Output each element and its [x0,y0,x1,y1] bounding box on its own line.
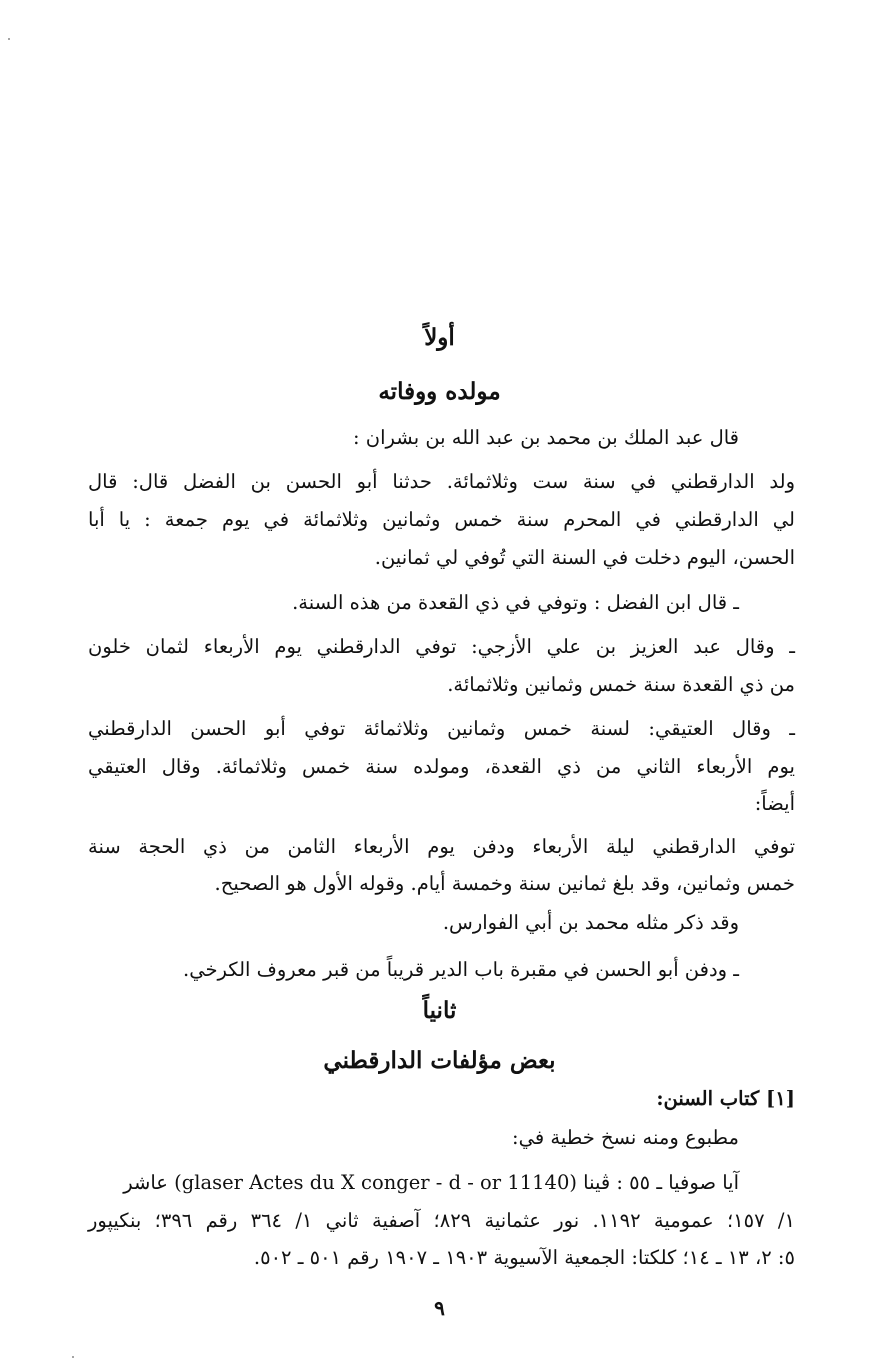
section-heading-second: ثانياً [422,997,457,1024]
paragraph-line: ـ وقال عبد العزيز بن علي الأزجي: توفي الدارقطني يوم الأربعاء لثمان خلون [88,635,795,658]
paragraph-line: مطبوع ومنه نسخ خطية في: [512,1126,739,1149]
paragraph-line: من ذي القعدة سنة خمس وثمانين وثلاثمائة. [447,673,795,696]
scan-speck [8,38,10,40]
paragraph-line: الحسن، اليوم دخلت في السنة التي تُوفي لي ثمانين. [374,546,795,569]
paragraph-line: ـ قال ابن الفضل : وتوفي في ذي القعدة من هذه السنة. [292,591,739,614]
paragraph-line: ولد الدارقطني في سنة ست وثلاثمائة. حدثنا أبو الحسن بن الفضل قال: قال [88,470,795,493]
paragraph-line: وقد ذكر مثله محمد بن أبي الفوارس. [442,911,739,934]
section-heading-first: أولاً [424,324,455,351]
scan-speck [72,1356,74,1358]
paragraph-line: يوم الأربعاء الثاني من ذي القعدة، ومولده سنة خمس وثلاثمائة. وقال العتيقي [88,755,795,778]
paragraph-line: خمس وثمانين، وقد بلغ ثمانين سنة وخمسة أيام. وقوله الأول هو الصحيح. [214,872,795,895]
section-title-birth-death: مولده ووفاته [378,378,501,405]
paragraph-line: توفي الدارقطني ليلة الأربعاء ودفن يوم الأربعاء الثامن من ذي الحجة سنة [88,835,795,858]
paragraph-line: لي الدارقطني في المحرم سنة خمس وثمانين وثلاثمائة في يوم جمعة : يا أبا [88,508,795,531]
item-title: [١] كتاب السنن: [656,1087,795,1110]
page-number: ٩ [434,1296,445,1320]
paragraph-line: ٥: ٢، ١٣ ـ ١٤؛ كلكتا: الجمعية الآسيوية ١٩٠٣ ـ ١٩٠٧ رقم ٥٠١ ـ ٥٠٢. [253,1246,795,1269]
paragraph-line: قال عبد الملك بن محمد بن عبد الله بن بشران : [353,426,739,449]
paragraph-line: ١/ ١٥٧؛ عمومية ١١٩٢. نور عثمانية ٨٢٩؛ آصفية ثاني ١/ ٣٦٤ رقم ٣٩٦؛ بنكيپور [88,1209,795,1232]
paragraph-line: أيضاً: [754,792,795,815]
section-title-works: بعض مؤلفات الدارقطني [323,1047,556,1074]
paragraph-line: ـ وقال العتيقي: لسنة خمس وثمانين وثلاثمائة توفي أبو الحسن الدارقطني [88,717,795,740]
paragraph-line: ـ ودفن أبو الحسن في مقبرة باب الدير قريباً من قبر معروف الكرخي. [183,958,739,981]
paragraph-line: آيا صوفيا ـ ٥٥ : ڤينا (glaser Actes du X conger - d - or 11140) عاشر [123,1171,739,1194]
